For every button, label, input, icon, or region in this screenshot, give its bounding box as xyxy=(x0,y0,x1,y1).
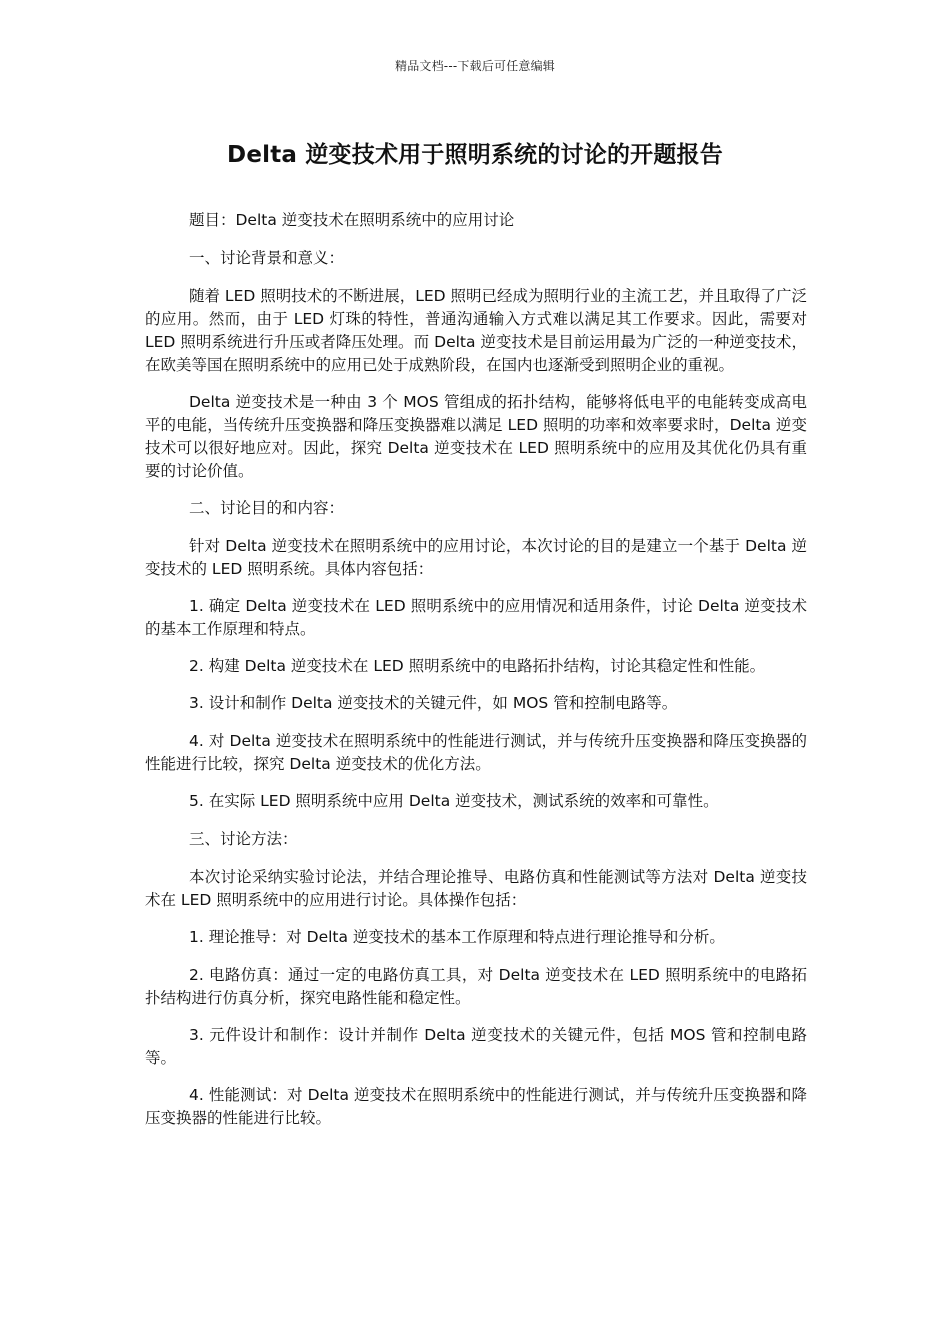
document-body xyxy=(145,209,807,1144)
section-heading-background: 一、讨论背景和意义： xyxy=(189,249,345,267)
method-item-3: 3. 元件设计和制作：设计并制作 Delta 逆变技术的关键元件，包括 MOS 管和控制电路等。 xyxy=(145,1026,807,1067)
objective-item-1: 1. 确定 Delta 逆变技术在 LED 照明系统中的应用情况和适用条件，讨论 Delta 逆变技术的基本工作原理和特点。 xyxy=(145,597,807,638)
document-title: Delta 逆变技术用于照明系统的讨论的开题报告 xyxy=(227,142,723,168)
method-item-2: 2. 电路仿真：通过一定的电路仿真工具，对 Delta 逆变技术在 LED 照明系统中的电路拓扑结构进行仿真分析，探究电路性能和稳定性。 xyxy=(145,966,807,1007)
objectives-intro: 针对 Delta 逆变技术在照明系统中的应用讨论，本次讨论的目的是建立一个基于 Delta 逆变技术的 LED 照明系统。具体内容包括： xyxy=(145,537,807,578)
background-paragraph-2: Delta 逆变技术是一种由 3 个 MOS 管组成的拓扑结构，能够将低电平的电能转变成高电平的电能，当传统升压变换器和降压变换器难以满足 LED 照明的功率和效率要求时，Delta 逆变技术可以很好地应对。因此，探究 Delta 逆变技术在 LED 照明系统中的应用及其优化仍具有重要的讨论价值。 xyxy=(145,393,807,480)
section-heading-methods: 三、讨论方法： xyxy=(189,830,298,848)
objective-item-2: 2. 构建 Delta 逆变技术在 LED 照明系统中的电路拓扑结构，讨论其稳定性和性能。 xyxy=(189,657,766,675)
page-header: 精品文档---下载后可任意编辑 xyxy=(395,59,555,73)
objective-item-3: 3. 设计和制作 Delta 逆变技术的关键元件，如 MOS 管和控制电路等。 xyxy=(189,694,678,712)
section-heading-objectives: 二、讨论目的和内容： xyxy=(189,499,345,517)
topic-line: 题目：Delta 逆变技术在照明系统中的应用讨论 xyxy=(189,211,515,229)
background-paragraph-1: 随着 LED 照明技术的不断进展，LED 照明已经成为照明行业的主流工艺，并且取得了广泛的应用。然而，由于 LED 灯珠的特性，普通沟通输入方式难以满足其工作要求。因此，需要对 LED 照明系统进行升压或者降压处理。而 Delta 逆变技术是目前运用最为广泛的一种逆变技术，在欧美等国在照明系统中的应用已处于成熟阶段，在国内也逐渐受到照明企业的重视。 xyxy=(145,287,808,374)
methods-intro: 本次讨论采纳实验讨论法，并结合理论推导、电路仿真和性能测试等方法对 Delta 逆变技术在 LED 照明系统中的应用进行讨论。具体操作包括： xyxy=(145,868,807,909)
objective-item-4: 4. 对 Delta 逆变技术在照明系统中的性能进行测试，并与传统升压变换器和降压变换器的性能进行比较，探究 Delta 逆变技术的优化方法。 xyxy=(145,732,807,773)
method-item-1: 1. 理论推导：对 Delta 逆变技术的基本工作原理和特点进行理论推导和分析。 xyxy=(189,928,725,946)
method-item-4: 4. 性能测试：对 Delta 逆变技术在照明系统中的性能进行测试，并与传统升压变换器和降压变换器的性能进行比较。 xyxy=(145,1086,807,1127)
objective-item-5: 5. 在实际 LED 照明系统中应用 Delta 逆变技术，测试系统的效率和可靠性。 xyxy=(189,792,719,810)
